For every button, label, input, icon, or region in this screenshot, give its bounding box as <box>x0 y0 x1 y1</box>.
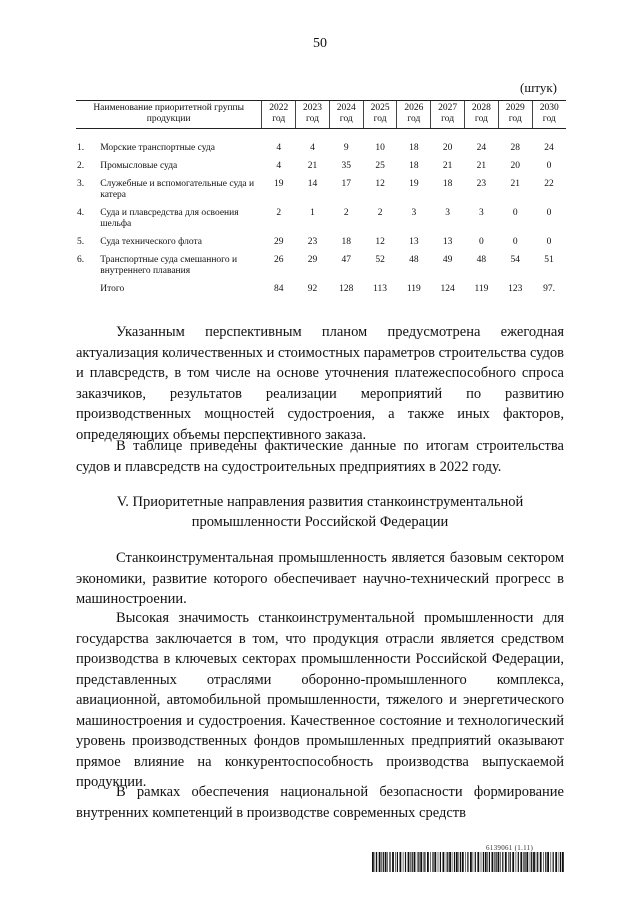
table-row: 5. Суда технического флота 29 23 18 12 13 13 0 0 0 <box>77 237 552 247</box>
paragraph-plan-update: Указанным перспективным планом предусмотрена ежегодная актуализация количественных и стоимостных параметров строительства судов и плавсредств, в том числе на основе уточнения платежеспособного спроса заказчиков, результатов реализации мероприятий по развитию производственных мощностей судостроения, а также иных факторов, определяющих объемы перспективного заказа. <box>76 324 564 443</box>
table-row: 1. Морские транспортные суда 4 4 9 10 18 20 24 28 24 <box>77 143 554 153</box>
paragraph-significance: Высокая значимость станкоинструментальной промышленности для государства заключается в том, что продукция отрасли является средством производства в ключевых секторах промышленности Российской Федерации, представленных отраслями оборонно-промышленного комплекса, авиационной, автомобильной промышленности, тяжелого и энергетического машиностроения и судостроения. Качественное состояние и технологический уровень производственных фондов промышленных предприятий оказывают прямое влияние на конкурентоспособность производства выпускаемой продукции. <box>76 610 564 790</box>
table-header-row <box>76 101 566 129</box>
table-row: 4. Суда и плавсредства для освоения шельфа 2 1 2 2 3 3 3 0 0 <box>77 208 552 229</box>
table-row: 3. Служебные и вспомогательные суда и катера 19 14 17 12 19 18 23 21 22 <box>77 179 554 200</box>
paragraph-machine-tool-intro: Станкоинструментальная промышленность является базовым сектором экономики, развитие которого обеспечивает научно-технический прогресс в машиностроении. <box>76 550 564 607</box>
header-year: 2024 год <box>329 101 363 129</box>
header-year: 2028 год <box>465 101 499 129</box>
header-product-group: Наименование приоритетной группы продукции <box>76 101 262 129</box>
header-year: 2023 год <box>296 101 330 129</box>
header-year: 2022 год <box>262 101 296 129</box>
table-row: 6. Транспортные суда смешанного и внутреннего плавания 26 29 47 52 48 49 48 54 51 <box>77 255 554 276</box>
paragraph-national-security: В рамках обеспечения национальной безопасности формирование внутренних компетенций в производстве современных средств <box>76 784 564 821</box>
section-heading: V. Приоритетные направления развития станкоинструментальной промышленности Российской Федерации <box>116 494 524 530</box>
header-year: 2027 год <box>431 101 465 129</box>
barcode-image <box>372 852 566 872</box>
paragraph-table-note: В таблице приведены фактические данные по итогам строительства судов и плавсредств на судостроительных предприятиях в 2022 году. <box>76 438 564 475</box>
header-year: 2026 год <box>397 101 431 129</box>
header-year: 2030 год <box>532 101 566 129</box>
header-year: 2029 год <box>498 101 532 129</box>
header-year: 2025 год <box>363 101 397 129</box>
barcode-number: 6139061 (1.11) <box>486 844 534 852</box>
table-total-row: Итого 84 92 128 113 119 124 119 123 97. <box>100 284 555 294</box>
units-label: (штук) <box>520 80 557 95</box>
table-row: 2. Промысловые суда 4 21 35 25 18 21 21 20 0 <box>77 161 552 171</box>
page-number: 50 <box>313 36 327 51</box>
shipbuilding-table <box>76 100 566 302</box>
